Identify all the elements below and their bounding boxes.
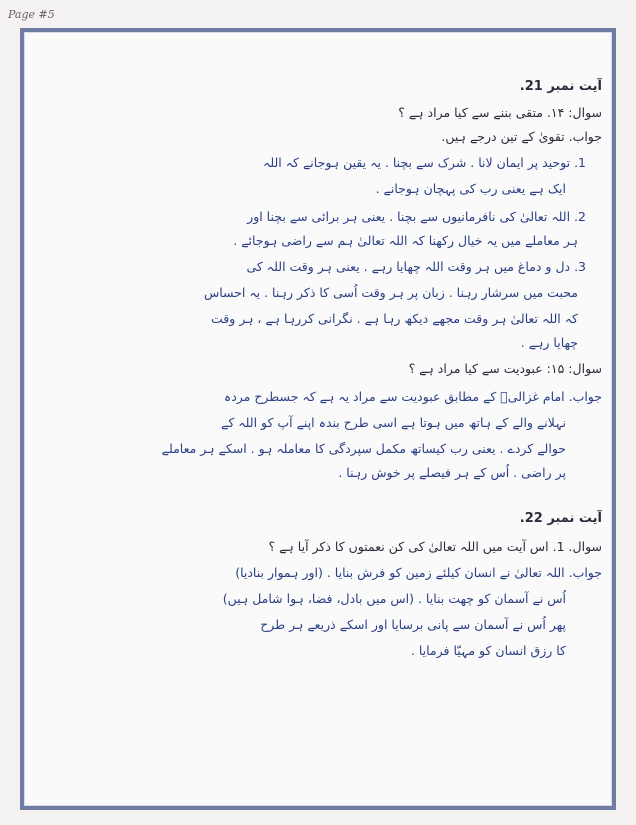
answer-14-point-3-cont-3: چھایا رہے . xyxy=(520,335,578,350)
answer-14-point-3-cont-2: کہ اللہ تعالیٰ ہر وقت مجھے دیکھ رہا ہے . نگرانی کررہا ہے ، ہر وقت xyxy=(210,311,578,326)
answer-15-line-2: نہلانے والے کے ہاتھ میں ہوتا ہے اسی طرح بندہ اپنے آپ کو اللہ کے xyxy=(221,415,566,430)
answer-14-intro: جواب. تقویٰ کے تین درجے ہیں. xyxy=(441,129,602,144)
answer-15-line-3: حوالے کردے . یعنی رب کیساتھ مکمل سپردگی کا معاملہ ہو . اسکے ہر معاملے xyxy=(161,441,566,456)
answer-1-line-3: پھر اُس نے آسمان سے پانی برسایا اور اسکے ذریعے ہر طرح xyxy=(260,617,566,632)
answer-14-point-3-cont-1: محبت میں سرشار رہنا . زبان پر ہر وقت اُسی کا ذکر رہنا . یہ احساس xyxy=(203,285,578,300)
answer-14-point-2: 2. اللہ تعالیٰ کی نافرمانیوں سے بچنا . یعنی ہر برائی سے بچنا اور xyxy=(247,209,586,224)
question-15: سوال: ۱۵: عبودیت سے کیا مراد ہے ؟ xyxy=(408,361,602,376)
answer-14-point-3: 3. دل و دماغ میں ہر وقت اللہ چھایا رہے . یعنی ہر وقت اللہ کی xyxy=(246,259,586,274)
handwritten-notes xyxy=(42,70,602,790)
answer-15-line-1: جواب. امام غزالیؒ کے مطابق عبودیت سے مراد یہ ہے کہ جسطرح مردہ xyxy=(223,389,602,404)
question-14: سوال: ۱۴. متقی بننے سے کیا مراد ہے ؟ xyxy=(398,105,602,120)
section-heading-verse-21: آیت نمبر 21. xyxy=(519,79,602,94)
page-number-label: Page #5 xyxy=(8,8,55,21)
answer-14-point-2-cont: ہر معاملے میں یہ خیال رکھنا کہ اللہ تعالیٰ ہم سے راضی ہوجائے . xyxy=(233,233,578,248)
answer-1-line-1: جواب. اللہ تعالیٰ نے انسان کیلئے زمین کو فرش بنایا . (اور ہموار بنادیا) xyxy=(235,565,602,580)
answer-14-point-1-cont: ایک ہے یعنی رب کی پہچان ہوجانے . xyxy=(375,181,566,196)
answer-1-line-4: کا رزق انسان کو مہیّا فرمایا . xyxy=(410,643,566,658)
answer-15-line-4: پر راضی . اُس کے ہر فیصلے پر خوش رہنا . xyxy=(338,465,566,480)
answer-14-point-1: 1. توحید پر ایمان لانا . شرک سے بچنا . یہ یقین ہوجانے کہ اللہ xyxy=(263,155,586,170)
question-1: سوال. 1. اس آیت میں اللہ تعالیٰ کی کن نعمتوں کا ذکر آیا ہے ؟ xyxy=(268,539,602,554)
answer-1-line-2: اُس نے آسمان کو چھت بنایا . (اس میں بادل، فضا، ہوا شامل ہیں) xyxy=(222,591,566,606)
section-heading-verse-22: آیت نمبر 22. xyxy=(519,511,602,526)
